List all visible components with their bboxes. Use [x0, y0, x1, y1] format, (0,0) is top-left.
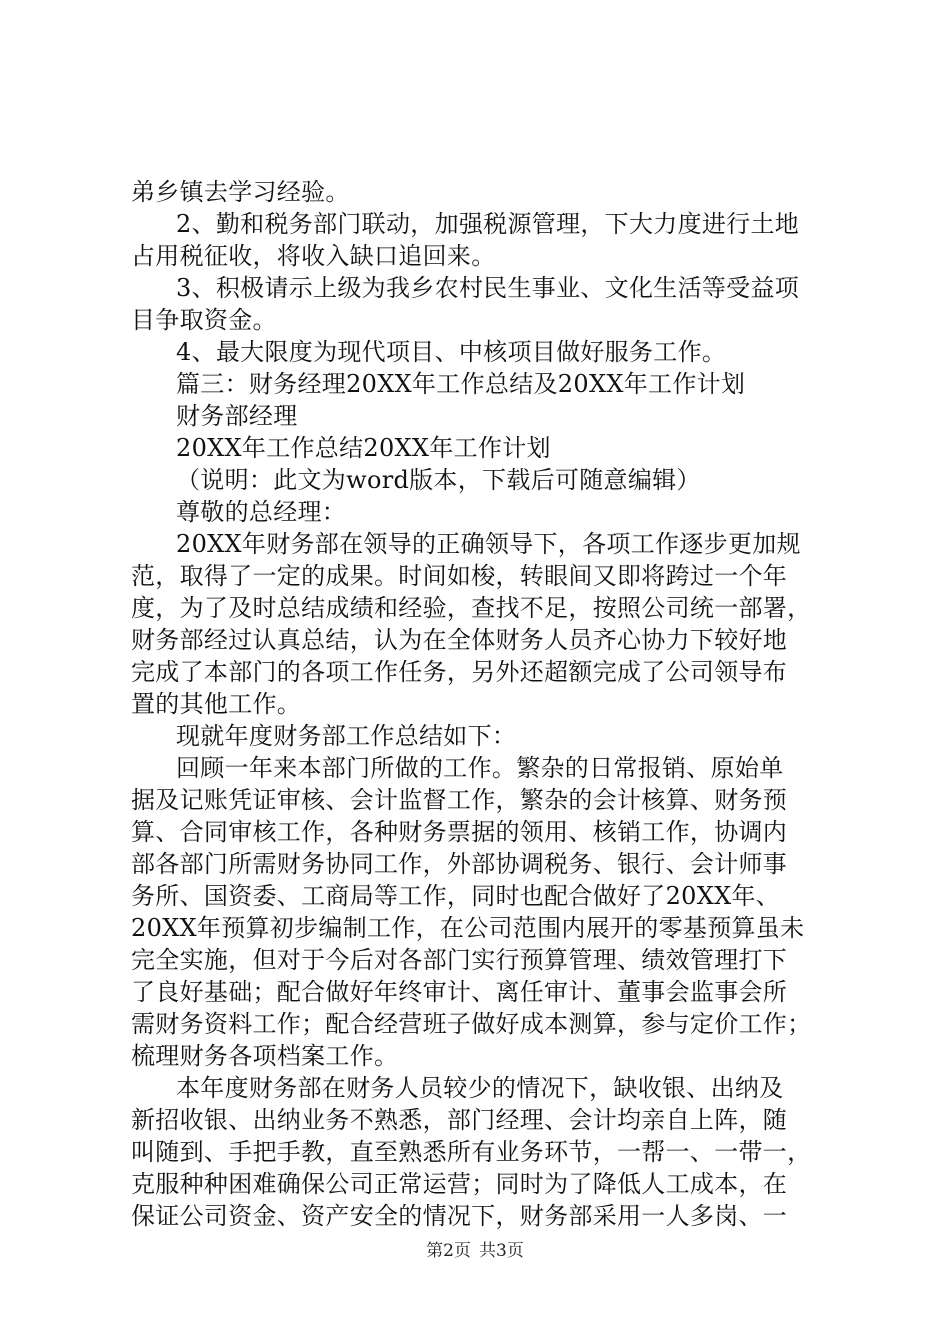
text-line: 范，取得了一定的成果。时间如梭，转眼间又即将跨过一个年 [131, 562, 788, 590]
text-line: 4、最大限度为现代项目、中核项目做好服务工作。 [176, 338, 727, 366]
page-total: 共3页 [479, 1241, 524, 1261]
text-line: 克服种种困难确保公司正常运营；同时为了降低人工成本，在 [131, 1170, 788, 1198]
text-line: 财务部经理 [176, 402, 298, 430]
text-line: 尊敬的总经理： [176, 498, 347, 526]
page-footer [0, 1239, 950, 1263]
text-line: 目争取资金。 [131, 306, 277, 334]
text-line: 度，为了及时总结成绩和经验，查找不足，按照公司统一部署， [131, 594, 812, 622]
text-line: 了良好基础；配合做好年终审计、离任审计、董事会监事会所 [131, 978, 788, 1006]
text-line: 占用税征收，将收入缺口追回来。 [131, 242, 496, 270]
text-line: 完全实施，但对于今后对各部门实行预算管理、绩效管理打下 [131, 946, 788, 974]
text-line: 新招收银、出纳业务不熟悉，部门经理、会计均亲自上阵，随 [131, 1106, 788, 1134]
text-line: 篇三：财务经理20XX年工作总结及20XX年工作计划 [176, 370, 746, 398]
text-line: 完成了本部门的各项工作任务，另外还超额完成了公司领导布 [131, 658, 788, 686]
text-line: 本年度财务部在财务人员较少的情况下，缺收银、出纳及 [176, 1074, 784, 1102]
text-line: 20XX年财务部在领导的正确领导下，各项工作逐步更加规 [176, 530, 801, 558]
text-line: 2、勤和税务部门联动，加强税源管理，下大力度进行土地 [176, 210, 800, 238]
text-line: 算、合同审核工作，各种财务票据的领用、核销工作，协调内 [131, 818, 788, 846]
page-number: 第2页 [426, 1241, 471, 1261]
text-line: 置的其他工作。 [131, 690, 302, 718]
text-line: 20XX年工作总结20XX年工作计划 [176, 434, 551, 462]
text-line: 20XX年预算初步编制工作，在公司范围内展开的零基预算虽未 [131, 914, 805, 942]
text-line: 保证公司资金、资产安全的情况下，财务部采用一人多岗、一 [131, 1202, 788, 1230]
text-line: 务所、国资委、工商局等工作，同时也配合做好了20XX年、 [131, 882, 781, 910]
text-line: 部各部门所需财务协同工作，外部协调税务、银行、会计师事 [131, 850, 788, 878]
text-line: 回顾一年来本部门所做的工作。繁杂的日常报销、原始单 [176, 754, 784, 782]
text-line: 弟乡镇去学习经验。 [131, 178, 350, 206]
text-line: 需财务资料工作；配合经营班子做好成本测算，参与定价工作； [131, 1010, 812, 1038]
document-body [131, 176, 833, 1232]
text-line: （说明：此文为word版本，下载后可随意编辑） [176, 466, 701, 494]
text-line: 财务部经过认真总结，认为在全体财务人员齐心协力下较好地 [131, 626, 788, 654]
text-line: 3、积极请示上级为我乡农村民生事业、文化生活等受益项 [176, 274, 800, 302]
text-line: 据及记账凭证审核、会计监督工作，繁杂的会计核算、财务预 [131, 786, 788, 814]
text-line: 现就年度财务部工作总结如下： [176, 722, 517, 750]
text-line: 叫随到、手把手教，直至熟悉所有业务环节，一帮一、一带一， [131, 1138, 812, 1166]
text-line: 梳理财务各项档案工作。 [131, 1042, 399, 1070]
